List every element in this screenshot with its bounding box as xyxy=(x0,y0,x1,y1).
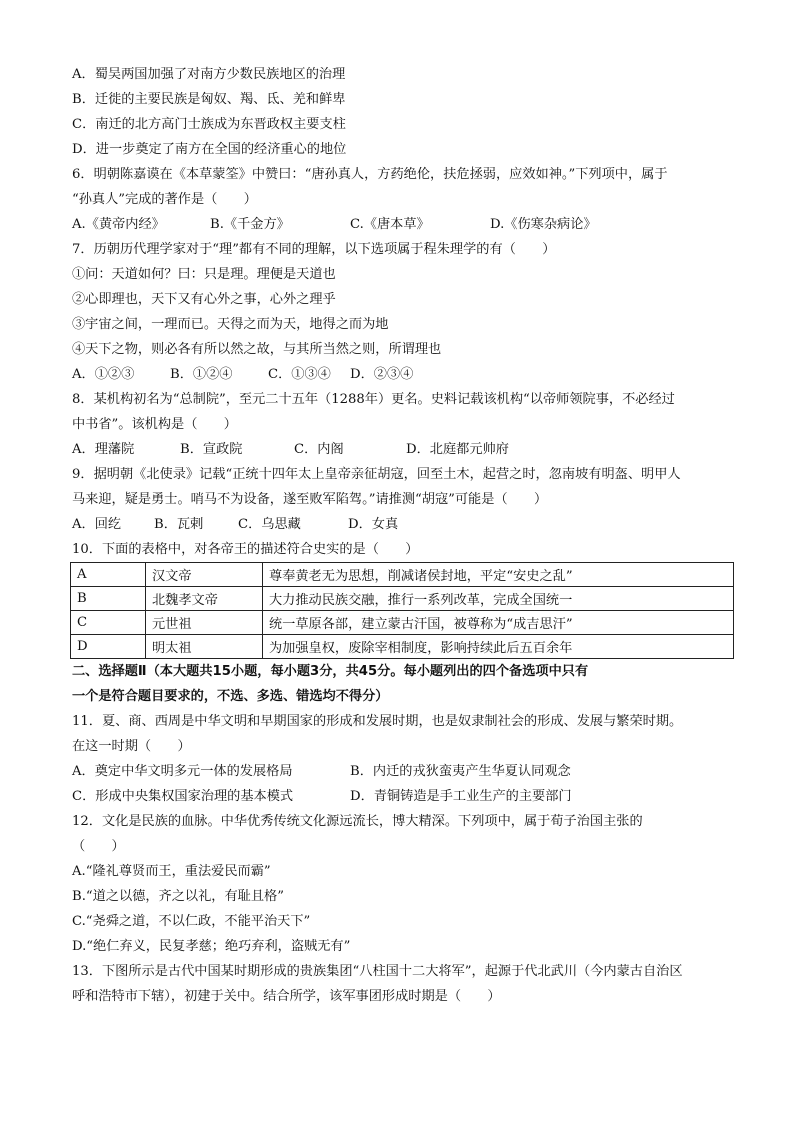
q13-stem-line2: 呼和浩特市下辖），初建于关中。结合所学，该军事团形成时期是（ ） xyxy=(72,989,501,1004)
exam-page xyxy=(72,62,732,1009)
q11-options-row1 xyxy=(72,759,732,784)
q7-option-a: A．①②③ xyxy=(72,367,135,382)
table-row xyxy=(71,563,734,587)
q11-option-d: D．青铜铸造是手工业生产的主要部门 xyxy=(350,789,572,804)
table-cell-emperor: 明太祖 xyxy=(146,635,263,659)
q7-option-b: B．①②④ xyxy=(170,367,233,382)
table-row xyxy=(71,635,734,659)
table-cell-emperor: 元世祖 xyxy=(146,611,263,635)
table-cell-emperor: 汉文帝 xyxy=(146,563,263,587)
q9-option-c: C．乌思藏 xyxy=(238,517,301,532)
q9-option-d: D．女真 xyxy=(348,517,399,532)
q12-option-c: C.“尧舜之道，不以仁政，不能平治天下” xyxy=(72,914,311,929)
q12-option-d: D.“绝仁弃义，民复孝慈；绝巧弃利，盗贼无有” xyxy=(72,939,351,954)
q10-table xyxy=(70,562,734,659)
section2-heading-line1: 二、选择题Ⅱ（本大题共15小题，每小题3分，共45分。每小题列出的四个备选项中只有 xyxy=(72,664,589,679)
q11-options-row2 xyxy=(72,784,732,809)
table-row xyxy=(71,611,734,635)
q6-option-c: C.《唐本草》 xyxy=(350,217,430,232)
q6-option-d: D.《伤寒杂病论》 xyxy=(490,217,597,232)
q8-options xyxy=(72,437,732,462)
q6-option-b: B.《千金方》 xyxy=(210,217,290,232)
q6-options xyxy=(72,212,732,237)
section2-heading-line2: 一个是符合题目要求的，不选、多选、错选均不得分） xyxy=(72,689,389,704)
table-cell-option: C xyxy=(71,611,146,635)
q7-option-c: C．①③④ xyxy=(268,367,331,382)
q7-statement-2: ②心即理也，天下又有心外之事，心外之理乎 xyxy=(72,292,336,307)
q8-option-c: C．内阁 xyxy=(294,442,344,457)
q8-stem-line1: 8．某机构初名为“总制院”，至元二十五年（1288年）更名。史料记载该机构“以帝师领院事，不必经过 xyxy=(72,392,675,407)
table-cell-option: B xyxy=(71,587,146,611)
q5-option-b: B．迁徙的主要民族是匈奴、羯、氐、羌和鲜卑 xyxy=(72,92,346,107)
q8-option-a: A．理藩院 xyxy=(72,442,135,457)
q10-stem: 10．下面的表格中，对各帝王的描述符合史实的是（ ） xyxy=(72,542,419,557)
table-cell-description: 为加强皇权，废除宰相制度，影响持续此后五百余年 xyxy=(263,635,734,659)
table-cell-description: 统一草原各部，建立蒙古汗国，被尊称为“成吉思汗” xyxy=(263,611,734,635)
q8-option-d: D．北庭都元帅府 xyxy=(406,442,509,457)
q9-stem-line2: 马来迎，疑是勇士。哨马不为设备，遂至败军陷驾。”请推测“胡寇”可能是（ ） xyxy=(72,492,548,507)
q5-option-c: C．南迁的北方高门士族成为东晋政权主要支柱 xyxy=(72,117,346,132)
q8-option-b: B．宣政院 xyxy=(180,442,243,457)
table-cell-option: A xyxy=(71,563,146,587)
q11-stem-line2: 在这一时期（ ） xyxy=(72,739,191,754)
q11-option-c: C．形成中央集权国家治理的基本模式 xyxy=(72,789,294,804)
q11-option-a: A．奠定中华文明多元一体的发展格局 xyxy=(72,764,293,779)
q6-stem-line2: “孙真人”完成的著作是（ ） xyxy=(72,192,257,207)
q7-statement-1: ①问：天道如何？曰：只是理。理便是天道也 xyxy=(72,267,336,282)
table-row xyxy=(71,587,734,611)
q12-option-b: B.“道之以德，齐之以礼，有耻且格” xyxy=(72,889,284,904)
q11-option-b: B．内迁的戎狄蛮夷产生华夏认同观念 xyxy=(350,764,571,779)
q12-stem-line2: （ ） xyxy=(72,839,125,854)
q7-options xyxy=(72,362,732,387)
q7-statement-4: ④天下之物，则必各有所以然之故，与其所当然之则，所谓理也 xyxy=(72,342,442,357)
table-cell-emperor: 北魏孝文帝 xyxy=(146,587,263,611)
q7-option-d: D．②③④ xyxy=(350,367,414,382)
table-cell-option: D xyxy=(71,635,146,659)
q9-options xyxy=(72,512,732,537)
q7-statement-3: ③宇宙之间，一理而已。天得之而为天，地得之而为地 xyxy=(72,317,389,332)
q9-stem-line1: 9．据明朝《北使录》记载“正统十四年太上皇帝亲征胡寇，回至土木，起营之时，忽南坡有明盔、明甲人 xyxy=(72,467,681,482)
q5-option-a: A．蜀吴两国加强了对南方少数民族地区的治理 xyxy=(72,67,346,82)
q6-stem-line1: 6．明朝陈嘉谟在《本草蒙筌》中赞曰：“唐孙真人，方药绝伦，扶危拯弱，应效如神。”下列项中，属于 xyxy=(72,167,668,182)
q9-option-a: A．回纥 xyxy=(72,517,122,532)
q12-option-a: A.“隆礼尊贤而王，重法爱民而霸” xyxy=(72,864,271,879)
q7-stem: 7．历朝历代理学家对于“理”都有不同的理解，以下选项属于程朱理学的有（ ） xyxy=(72,242,556,257)
q11-stem-line1: 11．夏、商、西周是中华文明和早期国家的形成和发展时期，也是奴隶制社会的形成、发展与繁荣时期。 xyxy=(72,714,683,729)
table-cell-description: 大力推动民族交融，推行一系列改革，完成全国统一 xyxy=(263,587,734,611)
q8-stem-line2: 中书省”。该机构是（ ） xyxy=(72,417,237,432)
q12-stem-line1: 12．文化是民族的血脉。中华优秀传统文化源远流长，博大精深。下列项中，属于荀子治国主张的 xyxy=(72,814,643,829)
q13-stem-line1: 13．下图所示是古代中国某时期形成的贵族集团“八柱国十二大将军”，起源于代北武川（今内蒙古自治区 xyxy=(72,964,683,979)
q6-option-a: A.《黄帝内经》 xyxy=(72,217,165,232)
table-cell-description: 尊奉黄老无为思想，削减诸侯封地，平定“安史之乱” xyxy=(263,563,734,587)
q5-option-d: D．进一步奠定了南方在全国的经济重心的地位 xyxy=(72,142,347,157)
q9-option-b: B．瓦剌 xyxy=(154,517,204,532)
